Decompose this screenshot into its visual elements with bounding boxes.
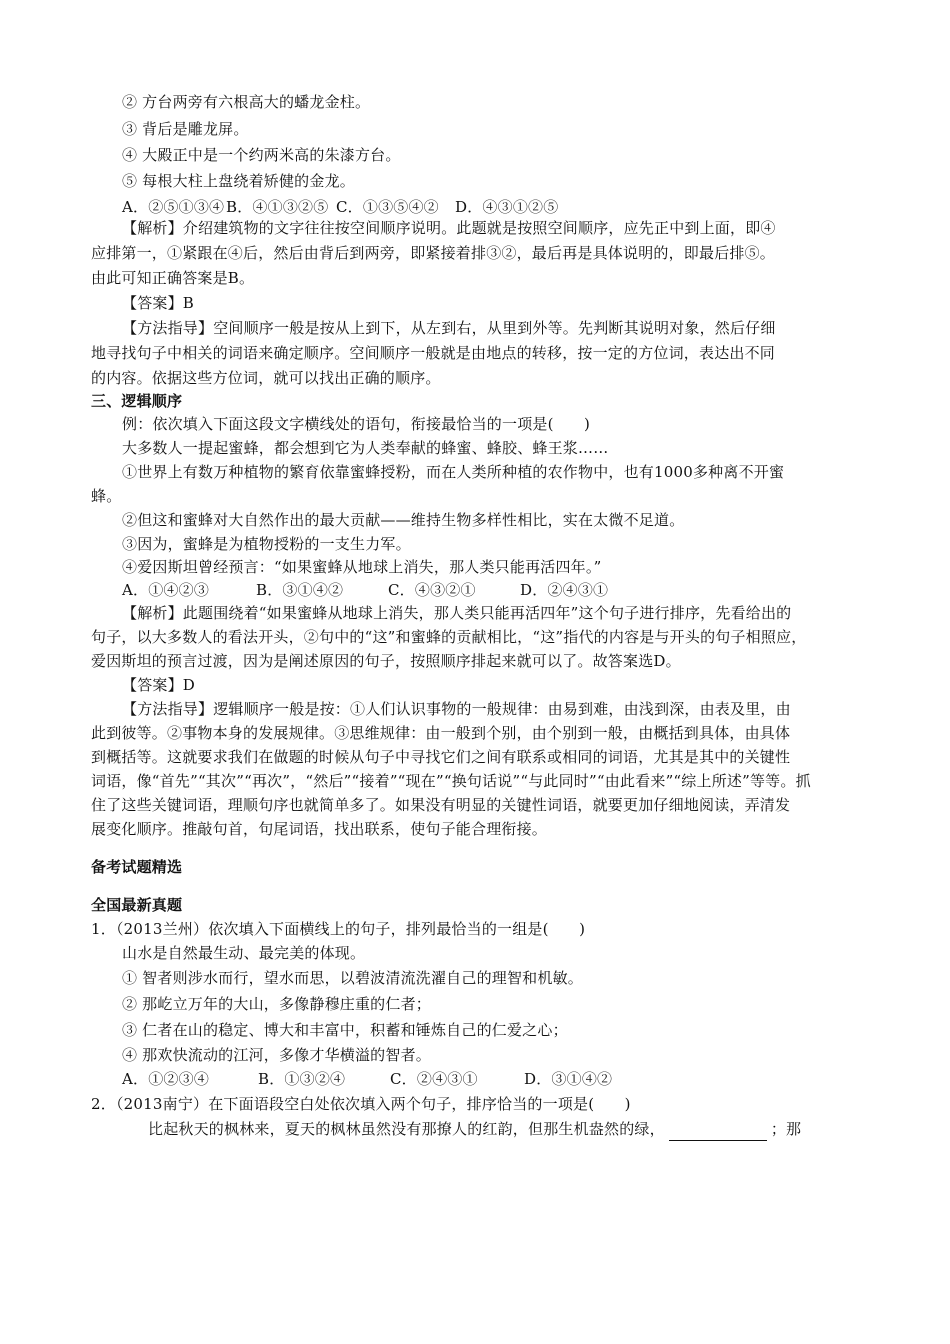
item-1-cont: 蜂。 (91, 487, 122, 505)
item-4: ④ 大殿正中是一个约两米高的朱漆方台。 (122, 146, 401, 164)
option-d: D．②④③① (520, 581, 609, 599)
item-5: ⑤ 每根大柱上盘绕着矫健的金龙。 (122, 172, 355, 190)
analysis-line: 由此可知正确答案是B。 (91, 269, 255, 287)
item-4: ④爱因斯坦曾经预言：“如果蜜蜂从地球上消失，那人类只能再活四年。” (122, 558, 602, 576)
item-3: ③ 背后是雕龙屏。 (122, 120, 249, 138)
method-line: 此到彼等。②事物本身的发展规律。③思维规律：由一般到个别，由个别到一般，由概括到具体，由具体 (91, 724, 791, 742)
item-3: ③因为，蜜蜂是为植物授粉的一支生力军。 (122, 535, 411, 553)
option-b: B．④①③②⑤ (226, 198, 329, 216)
option-d: D．④③①②⑤ (455, 198, 559, 216)
method-line: 展变化顺序。推敲句首，句尾词语，找出联系，使句子能合理衔接。 (91, 820, 548, 838)
method-line: 的内容。依据这些方位词，就可以找出正确的顺序。 (91, 369, 441, 387)
item-2: ② 方台两旁有六根高大的蟠龙金柱。 (122, 93, 371, 111)
method-line: 到概括等。这就要求我们在做题的时候从句子中寻找它们之间有联系或相同的词语，尤其是其中的关键性 (91, 748, 791, 766)
method-line: 词语，像“首先”“其次”“再次”，“然后”“接着”“现在”“换句话说”“与此同时”“由此看来”“综上所述”等等。抓 (91, 772, 811, 790)
method-line: 住了这些关键词语，理顺句序也就简单多了。如果没有明显的关键性词语，就要更加仔细地阅读，弄清发 (91, 796, 791, 814)
method-line: 地寻找句子中相关的词语来确定顺序。空间顺序一般就是由地点的转移，按一定的方位词，表达出不同 (91, 344, 776, 362)
analysis-line: 应排第一，①紧跟在④后，然后由背后到两旁，即紧接着排③②，最后再是具体说明的，即最后排⑤。 (91, 244, 776, 262)
passage-text-cont: ；那 (770, 1120, 802, 1138)
analysis-line: 【解析】此题围绕着“如果蜜蜂从地球上消失，那人类只能再活四年”这个句子进行排序，先看给出的 (122, 604, 792, 622)
subsection-heading: 全国最新真题 (91, 896, 183, 914)
option-c: C．④③②① (388, 581, 476, 599)
option-a: A．②⑤①③④ (122, 198, 225, 216)
question-1-stem: 山水是自然最生动、最完美的体现。 (122, 944, 366, 962)
item-4: ④ 那欢快流动的江河，多像才华横溢的智者。 (122, 1046, 431, 1064)
question-2: 2．（2013南宁）在下面语段空白处依次填入两个句子，排序恰当的一项是( ) (91, 1095, 631, 1113)
option-d: D．③①④② (524, 1070, 613, 1088)
example-question: 例：依次填入下面这段文字横线处的语句，衔接最恰当的一项是( ) (122, 415, 591, 433)
analysis-line: 爱因斯坦的预言过渡，因为是阐述原因的句子，按照顺序排起来就可以了。故答案选D。 (91, 652, 681, 670)
option-c: C．①③⑤④② (336, 198, 439, 216)
item-1: ① 智者则涉水而行，望水而思，以碧波清流洗濯自己的理智和机敏。 (122, 969, 583, 987)
example-stem: 大多数人一提起蜜蜂，都会想到它为人类奉献的蜂蜜、蜂胶、蜂王浆…… (122, 439, 609, 457)
item-1: ①世界上有数万种植物的繁育依靠蜜蜂授粉，而在人类所种植的农作物中，也有1000多种离不开蜜 (122, 463, 785, 481)
answer-blank[interactable] (669, 1118, 767, 1141)
section-heading: 三、逻辑顺序 (91, 392, 183, 410)
option-b: B．①③②④ (258, 1070, 346, 1088)
item-2: ② 那屹立万年的大山，多像静穆庄重的仁者； (122, 995, 431, 1013)
method-line: 【方法指导】逻辑顺序一般是按：①人们认识事物的一般规律：由易到难，由浅到深，由表及里，由 (122, 700, 791, 718)
analysis-line: 句子，以大多数人的看法开头，②句中的“这”和蜜蜂的贡献相比，“这”指代的内容是与开头的句子相照应， (91, 628, 807, 646)
item-3: ③ 仁者在山的稳定、博大和丰富中，积蓄和锤炼自己的仁爱之心； (122, 1021, 568, 1039)
method-line: 【方法指导】空间顺序一般是按从上到下，从左到右，从里到外等。先判断其说明对象，然后仔细 (122, 319, 776, 337)
item-2: ②但这和蜜蜂对大自然作出的最大贡献——维持生物多样性相比，实在太微不足道。 (122, 511, 685, 529)
passage-text: 比起秋天的枫林来，夏天的枫林虽然没有那撩人的红韵，但那生机盎然的绿， (148, 1120, 665, 1138)
question-2-passage (148, 1118, 860, 1141)
question-1: 1．（2013兰州）依次填入下面横线上的句子，排列最恰当的一组是( ) (91, 920, 586, 938)
option-a: A．①②③④ (122, 1070, 210, 1088)
section-heading: 备考试题精选 (91, 858, 183, 876)
option-c: C．②④③① (390, 1070, 478, 1088)
option-b: B．③①④② (256, 581, 344, 599)
answer-line: 【答案】D (122, 676, 196, 694)
option-a: A．①④②③ (122, 581, 210, 599)
answer-line: 【答案】B (122, 294, 195, 312)
analysis-line: 【解析】介绍建筑物的文字往往按空间顺序说明。此题就是按照空间顺序，应先正中到上面，即④ (122, 219, 776, 237)
